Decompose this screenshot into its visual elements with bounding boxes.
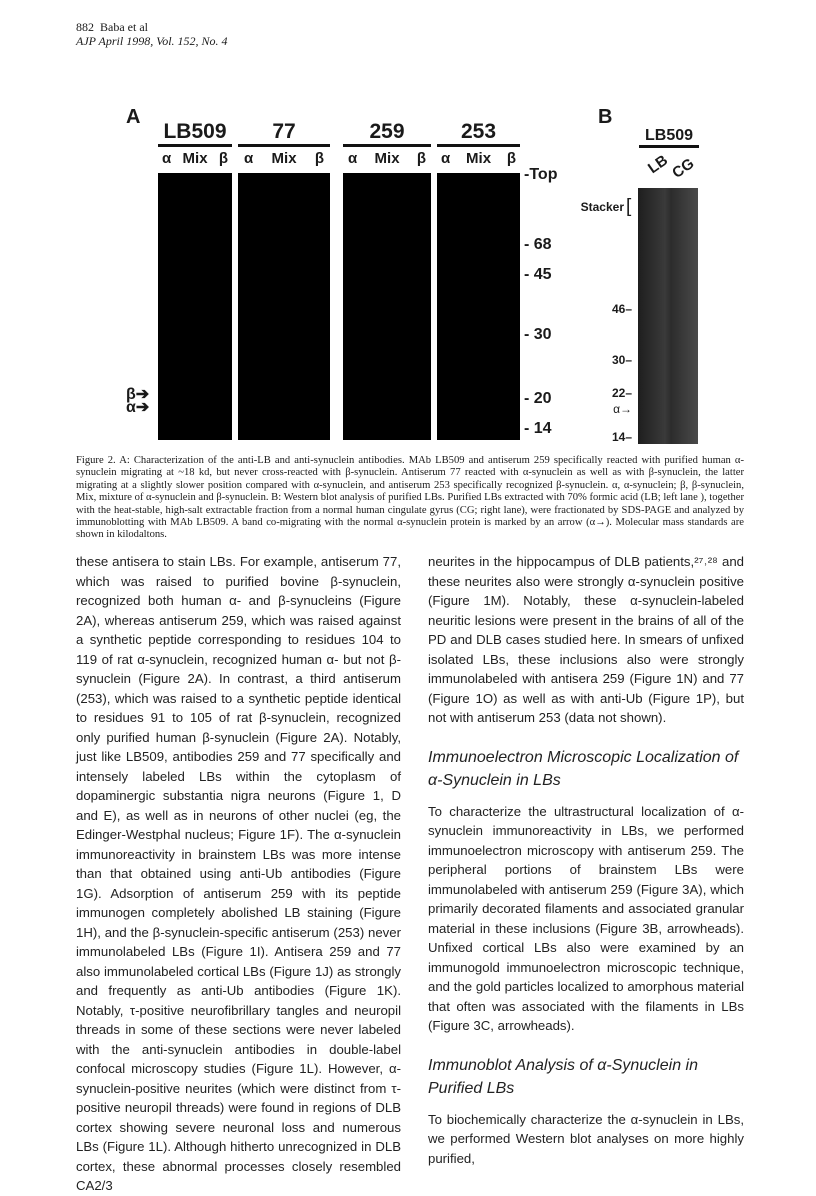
blot-b-image (638, 188, 698, 444)
right-arrow-icon: ➔ (135, 386, 150, 403)
page-number: 882 (76, 20, 94, 34)
blot-label: LB509 (163, 120, 227, 143)
lane-labels (162, 150, 228, 167)
blot-image (238, 173, 330, 440)
label-rule (158, 144, 232, 147)
figure-2 (0, 0, 816, 450)
lane-alpha: α (348, 150, 358, 167)
arrow-alpha-label: α (126, 399, 136, 416)
right-arrow-icon: ➔ (135, 399, 150, 416)
lane-beta: β (416, 150, 426, 167)
blot-77 (238, 120, 330, 147)
body-paragraph: To biochemically characterize the α-synuclein in LBs, we performed Western blot analyses on more highly purified, (428, 1111, 744, 1166)
right-column (428, 552, 744, 1168)
body-paragraph: neurites in the hippocampus of DLB patients,²⁷˒²⁸ and these neurites also were strongly α-synuclein positive (Figure 1M). Notably, these α-synuclein-labeled neuritic lesions were present in the brains of all of the PD and DLB cases studied here. In smears of unfixed isolated LBs, these inclusions also were strongly immunolabeled with antisera 259 (Figure 1N) and 77 (Figure 1O) as well as with anti-Ub (Figure 1P), but not with antiserum 253 (data not shown). (428, 554, 744, 725)
lane-labels (244, 150, 324, 167)
blot-label: 77 (272, 120, 296, 143)
blot-b-header (639, 127, 699, 148)
stacker-label: Stacker (580, 200, 624, 214)
journal-citation: AJP April 1998, Vol. 152, No. 4 (76, 34, 228, 48)
lane-labels (348, 150, 426, 167)
marker-14: - 14 (524, 420, 552, 437)
body-paragraph: these antisera to stain LBs. For example, antiserum 77, which was raised to purified bovine β-synuclein, recognized both human α- and β-synucleins (Figure 2A), whereas antiserum 259, which was raised against a synthetic peptide corresponding to residues 104 to 119 of rat α-synuclein, recognized human α- but not β-synuclein (Figure 2A). In contrast, a third antiserum (253), which was raised to a synthetic peptide identical to residues 91 to 105 of rat β-synuclein, recognized only purified human β-synuclein (Figure 2A). Notably, just like LB509, antibodies 259 and 77 specifically and intensely labeled LBs within the cytoplasm of dopaminergic substantia nigra neurons (Figure 1, D and E), as well as in neurons of other nuclei (eg, the Edinger-Westphal nucleus; Figure 1F). The α-synuclein immunoreactivity in brainstem LBs was more intense than that obtained using anti-Ub antibodies (Figure 1G). Adsorption of antiserum 259 with its peptide immunogen completely abolished LB staining (Figure 1H), and the β-synuclein-specific antiserum (253) never immunolabeled LBs (Figure 1I). Antisera 259 and 77 also immunolabeled cortical LBs (Figure 1J) as strongly and frequently as anti-Ub antibodies (Figure 1K). Notably, τ-positive neurofibrillary tangles and neuropil threads in some of these sections were never labeled with the anti-synuclein antibodies in double-label confocal microscopy studies (Figure 1L). However, α-synuclein-positive neurites (which were distinct from τ-positive neuropil threads) were found in regions of DLB cortex showing severe neuronal loss and numerous LBs (Figure 1L). Although hitherto unrecognized in DLB cortex, these abnormal processes closely resembled CA2/3 (76, 554, 401, 1193)
figure-caption: Figure 2. A: Characterization of the anti-LB and anti-synuclein antibodies. MAb LB509 and antiserum 259 specifically reacted with purified human α-synuclein migrating at ~18 kd, but never cross-reacted with β-synuclein. Antiserum 77 reacted with α-synuclein as well as with β-synuclein, the latter migrating at a slightly slower position compared with α-synuclein, and antiserum 253 specifically recognized β-synuclein. α, α-synuclein; β, β-synuclein, Mix, mixture of α-synuclein and β-synuclein. B: Western blot analysis of purified LBs. Purified LBs extracted with 70% formic acid (LB; left lane ), together with the heat-stable, high-salt extractable fraction from a normal human cingulate gyrus (CG; right lane), were fractionated by SDS-PAGE and analyzed by immunoblotting with MAb LB509. A band co-migrating with the normal α-synuclein protein is marked by an arrow (α→). Molecular mass standards are shown in kilodaltons. (76, 455, 744, 541)
arrow-beta-label: β (126, 386, 136, 403)
lane-alpha: α (441, 150, 451, 167)
blot-b-label: LB509 (644, 127, 694, 144)
marker-68: - 68 (524, 236, 552, 253)
marker-b-30: 30– (611, 353, 632, 367)
marker-b-22: 22– (611, 386, 632, 400)
lane-mix: Mix (466, 150, 492, 167)
lane-alpha: α (244, 150, 254, 167)
stacker-bracket: [ (626, 196, 632, 217)
marker-b-alpha: α→ (613, 402, 632, 416)
blot-label: 253 (460, 120, 497, 143)
marker-20: - 20 (524, 390, 552, 407)
lane-mix: Mix (271, 150, 297, 167)
panel-b-letter: B (598, 106, 613, 128)
lane-beta: β (314, 150, 324, 167)
lane-mix: Mix (182, 150, 208, 167)
blot-image (343, 173, 431, 440)
header-authors: Baba et al (100, 20, 148, 34)
lane-lb: LB (644, 151, 672, 178)
label-rule (343, 144, 431, 147)
lane-labels (441, 150, 516, 167)
marker-45: - 45 (524, 266, 552, 283)
lane-alpha: α (162, 150, 172, 167)
label-rule (639, 145, 699, 148)
section-heading: Immunoelectron Microscopic Localization of α-Synuclein in LBs (428, 748, 739, 789)
section-heading: Immunoblot Analysis of α-Synuclein in Purified LBs (428, 1056, 698, 1097)
marker-b-14: 14– (611, 430, 632, 444)
left-column (76, 552, 401, 1196)
marker-30: - 30 (524, 326, 552, 343)
marker-top: -Top (524, 166, 558, 183)
label-rule (437, 144, 520, 147)
blot-253 (437, 120, 520, 147)
lane-beta: β (218, 150, 228, 167)
lane-mix: Mix (374, 150, 400, 167)
body-paragraph: To characterize the ultrastructural localization of α-synuclein immunoreactivity in LBs, we performed immunoelectron microscopy with antiserum 259. The peripheral portions of brainstem LBs were immunolabeled with antiserum 259 (Figure 3A), which primarily decorated filaments and associated granular material in these inclusions (Figure 3B, arrowheads). Unfixed cortical LBs also were examined by an immunogold immunoelectron microscopic technique, and the gold particles localized to amorphous material that often was associated with the filaments in LBs (Figure 3C, arrowheads). (428, 803, 744, 1033)
arrow-alpha (126, 397, 149, 417)
panel-a-letter: A (126, 106, 141, 128)
blot-image (158, 173, 232, 440)
blot-label: 259 (369, 120, 405, 143)
marker-b-46: 46– (611, 302, 632, 316)
blot-image (437, 173, 520, 440)
blot-259 (343, 120, 431, 147)
lane-cg: CG (669, 155, 698, 182)
label-rule (238, 144, 330, 147)
blot-lb509 (158, 120, 232, 147)
lane-beta: β (506, 150, 516, 167)
